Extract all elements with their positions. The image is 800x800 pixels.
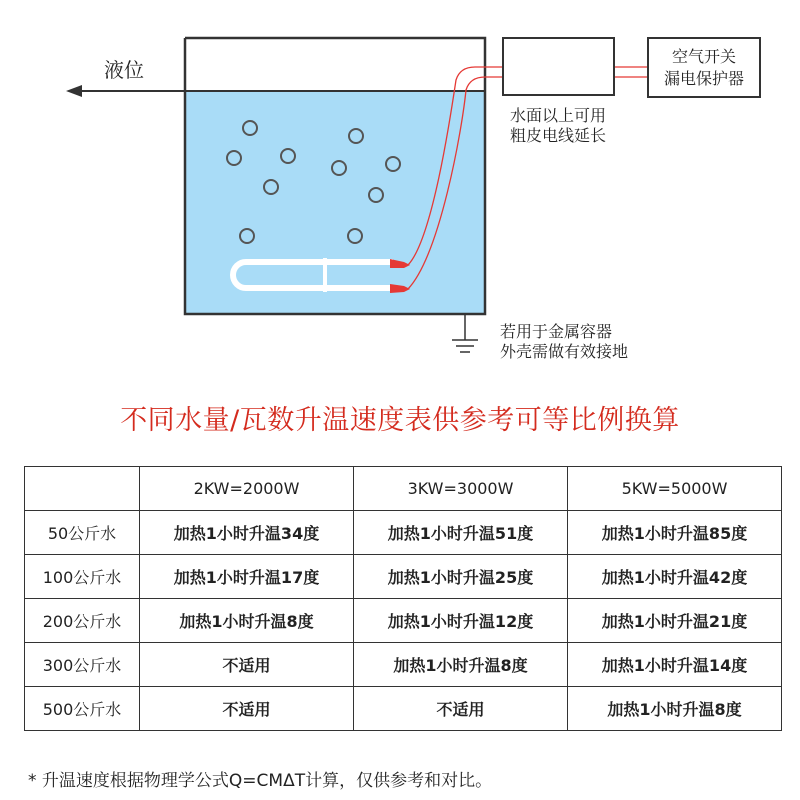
table-cell: 不适用 (140, 687, 354, 731)
header-2kw: 2KW=2000W (140, 467, 354, 511)
table-cell: 加热1小时升温34度 (140, 511, 354, 555)
row-label: 200公斤水 (25, 599, 140, 643)
table-row (25, 687, 782, 731)
table-cell: 加热1小时升温42度 (568, 555, 782, 599)
table-cell: 加热1小时升温17度 (140, 555, 354, 599)
liquid-level-label: 液位 (104, 58, 144, 82)
heater-installation-diagram (0, 0, 800, 380)
table-cell: 加热1小时升温8度 (354, 643, 568, 687)
liquid-level-arrow (66, 85, 186, 97)
row-label: 500公斤水 (25, 687, 140, 731)
ground-icon (452, 314, 478, 352)
table-row (25, 555, 782, 599)
table-row (25, 599, 782, 643)
extension-note-line2: 粗皮电线延长 (510, 126, 607, 145)
breaker-label-line1: 空气开关 (671, 47, 737, 66)
header-5kw: 5KW=5000W (568, 467, 782, 511)
row-label: 100公斤水 (25, 555, 140, 599)
table-corner-cell (25, 467, 140, 511)
grounding-note-line1: 若用于金属容器 (500, 322, 613, 341)
table-cell: 加热1小时升温12度 (354, 599, 568, 643)
table-cell: 加热1小时升温51度 (354, 511, 568, 555)
breaker-label-line2: 漏电保护器 (663, 69, 745, 88)
table-cell: 不适用 (354, 687, 568, 731)
table-title: 不同水量/瓦数升温速度表供参考可等比例换算 (120, 405, 680, 436)
table-cell: 加热1小时升温21度 (568, 599, 782, 643)
table-cell: 加热1小时升温25度 (354, 555, 568, 599)
table-header-row (25, 467, 782, 511)
table-cell: 加热1小时升温85度 (568, 511, 782, 555)
grounding-note-line2: 外壳需做有效接地 (500, 342, 629, 361)
extension-note-line1: 水面以上可用 (510, 106, 607, 125)
header-3kw: 3KW=3000W (354, 467, 568, 511)
table-row (25, 511, 782, 555)
footnote: * 升温速度根据物理学公式Q=CMΔT计算，仅供参考和对比。 (28, 771, 493, 791)
table-cell: 加热1小时升温8度 (140, 599, 354, 643)
table-cell: 加热1小时升温8度 (568, 687, 782, 731)
table-row (25, 643, 782, 687)
table-cell: 加热1小时升温14度 (568, 643, 782, 687)
row-label: 300公斤水 (25, 643, 140, 687)
heating-rate-table (24, 466, 782, 731)
table-cell: 不适用 (140, 643, 354, 687)
row-label: 50公斤水 (25, 511, 140, 555)
